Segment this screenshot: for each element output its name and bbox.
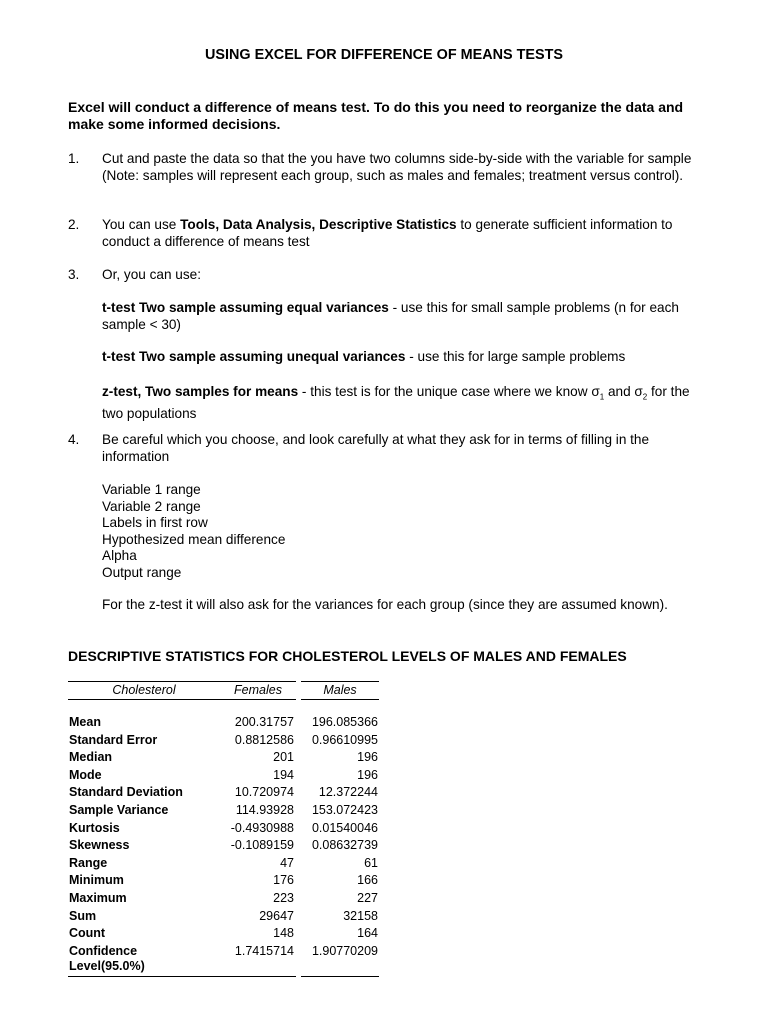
option-desc-end: for the two populations <box>102 384 690 422</box>
option-name: z-test, Two samples for means <box>102 384 299 399</box>
females-value: 201 <box>273 750 294 765</box>
row-label-text: Range <box>69 855 108 870</box>
table-row <box>68 802 379 820</box>
row-label <box>68 749 220 767</box>
table-row <box>68 872 379 890</box>
option-name: t-test Two sample assuming unequal variances <box>102 349 406 364</box>
males-value: 196 <box>357 767 378 782</box>
step-text: Be careful which you choose, and look carefully at what they ask for in terms of filling in the information <box>102 432 650 464</box>
table-row <box>68 855 379 873</box>
males-value: 227 <box>357 890 378 905</box>
females-value: 114.93928 <box>235 802 294 817</box>
table-body <box>68 700 379 977</box>
step-text-post: to generate sufficient information to conduct a difference of means test <box>102 217 673 249</box>
row-label <box>68 872 220 890</box>
row-label-text: Mean <box>69 715 101 729</box>
row-label-text: Sum <box>69 908 97 923</box>
sigma-subscript-1: 1 <box>599 392 605 402</box>
row-label <box>68 908 220 926</box>
option-unequal-variances <box>102 349 712 366</box>
row-label <box>68 855 220 873</box>
header-females: Females <box>220 681 296 700</box>
females-value: 29647 <box>259 908 294 923</box>
females-value: 176 <box>273 873 294 888</box>
females-value: 1.7415714 <box>220 943 296 977</box>
males-value: 0.01540046 <box>311 820 378 835</box>
row-label-text: Maximum <box>69 890 127 905</box>
descriptive-stats-table <box>68 681 379 977</box>
step-text-pre: You can use <box>102 217 181 232</box>
males-value: 32158 <box>343 908 378 923</box>
females-value: 194 <box>273 767 294 782</box>
row-label <box>68 890 220 908</box>
step-number: 3. <box>68 267 80 282</box>
row-label-text: Sample Variance <box>69 802 169 817</box>
males-value: 0.08632739 <box>311 838 378 853</box>
step-1 <box>68 151 708 184</box>
sigma-subscript-2: 2 <box>642 392 648 402</box>
header-males: Males <box>301 681 379 700</box>
step-2 <box>68 217 708 250</box>
females-value: 47 <box>280 855 294 870</box>
males-value: 61 <box>364 855 378 870</box>
list-item: Variable 2 range <box>102 498 201 514</box>
header-cholesterol: Cholesterol <box>68 681 220 700</box>
table-row <box>68 784 379 802</box>
row-label-text: Median <box>69 750 113 765</box>
row-label-text: Mode <box>69 767 102 782</box>
list-item: Variable 1 range <box>102 482 201 497</box>
z-test-note: For the z-test it will also ask for the variances for each group (since they are assumed known). <box>102 597 668 612</box>
section-title: DESCRIPTIVE STATISTICS FOR CHOLESTEROL LEVELS OF MALES AND FEMALES <box>68 648 627 664</box>
option-equal-variances <box>102 300 712 333</box>
list-item: Labels in first row <box>102 515 208 530</box>
males-value: 1.90770209 <box>301 943 379 977</box>
intro-paragraph: Excel will conduct a difference of means test. To do this you need to reorganize the data and make some informed decisions. <box>68 99 684 132</box>
step-4 <box>68 432 708 465</box>
option-name: t-test Two sample assuming equal variances <box>102 300 389 315</box>
row-label-text: Skewness <box>69 838 130 853</box>
step-text <box>102 217 708 250</box>
row-label-text-2: Level(95.0%) <box>69 959 145 974</box>
option-desc: - use this for large sample problems <box>405 349 626 364</box>
row-label <box>68 732 220 750</box>
row-label-text: Confidence <box>69 943 138 958</box>
table-row <box>68 943 379 977</box>
table-row <box>68 925 379 943</box>
males-value: 12.372244 <box>318 785 378 800</box>
table-row <box>68 837 379 855</box>
page-title: USING EXCEL FOR DIFFERENCE OF MEANS TESTS <box>205 47 563 63</box>
row-label <box>68 943 220 977</box>
table-row <box>68 767 379 785</box>
males-value: 166 <box>357 873 378 888</box>
option-desc: - use this for small sample problems (n for each sample < 30) <box>102 300 679 332</box>
females-value: 200.31757 <box>234 715 294 729</box>
row-label <box>68 802 220 820</box>
table-row <box>68 700 379 732</box>
option-desc: - this test is for the unique case where we know σ <box>298 384 600 399</box>
females-value: 10.720974 <box>234 785 294 800</box>
row-label-text: Standard Deviation <box>69 785 183 800</box>
table-row <box>68 732 379 750</box>
females-value: 223 <box>273 890 294 905</box>
step-text: Or, you can use: <box>102 267 201 282</box>
step-text-bold: Tools, Data Analysis, Descriptive Statistics <box>180 217 457 232</box>
option-desc-mid: and σ <box>604 384 643 399</box>
step-3 <box>68 267 708 284</box>
females-value: -0.1089159 <box>230 838 294 853</box>
males-value: 164 <box>357 926 378 941</box>
table-row <box>68 890 379 908</box>
males-value: 196 <box>357 750 378 765</box>
row-label <box>68 700 220 732</box>
table-header <box>68 681 379 700</box>
males-value: 196.085366 <box>311 715 378 729</box>
table-row <box>68 908 379 926</box>
step-text: Cut and paste the data so that the you have two columns side-by-side with the variable for sample (Note: samples will represent each group, such as males and females; treatment versus control). <box>102 151 692 183</box>
row-label <box>68 837 220 855</box>
row-label <box>68 784 220 802</box>
row-label-text: Standard Error <box>69 732 158 747</box>
females-value: -0.4930988 <box>230 820 294 835</box>
step-number: 1. <box>68 151 80 166</box>
list-item: Hypothesized mean difference <box>102 531 286 547</box>
field-list <box>102 482 285 581</box>
row-label <box>68 767 220 785</box>
list-item: Alpha <box>102 548 137 563</box>
table-row <box>68 749 379 767</box>
row-label-text: Count <box>69 926 106 941</box>
list-item: Output range <box>102 564 182 580</box>
step-number: 4. <box>68 432 80 447</box>
females-value: 0.8812586 <box>234 732 294 747</box>
table-row <box>68 820 379 838</box>
row-label-text: Kurtosis <box>69 820 120 835</box>
females-value: 148 <box>273 926 294 941</box>
step-number: 2. <box>68 217 80 232</box>
males-value: 153.072423 <box>311 802 378 817</box>
option-z-test <box>102 384 712 423</box>
row-label <box>68 925 220 943</box>
row-label <box>68 820 220 838</box>
row-label-text: Minimum <box>69 873 124 888</box>
males-value: 0.96610995 <box>311 732 378 747</box>
